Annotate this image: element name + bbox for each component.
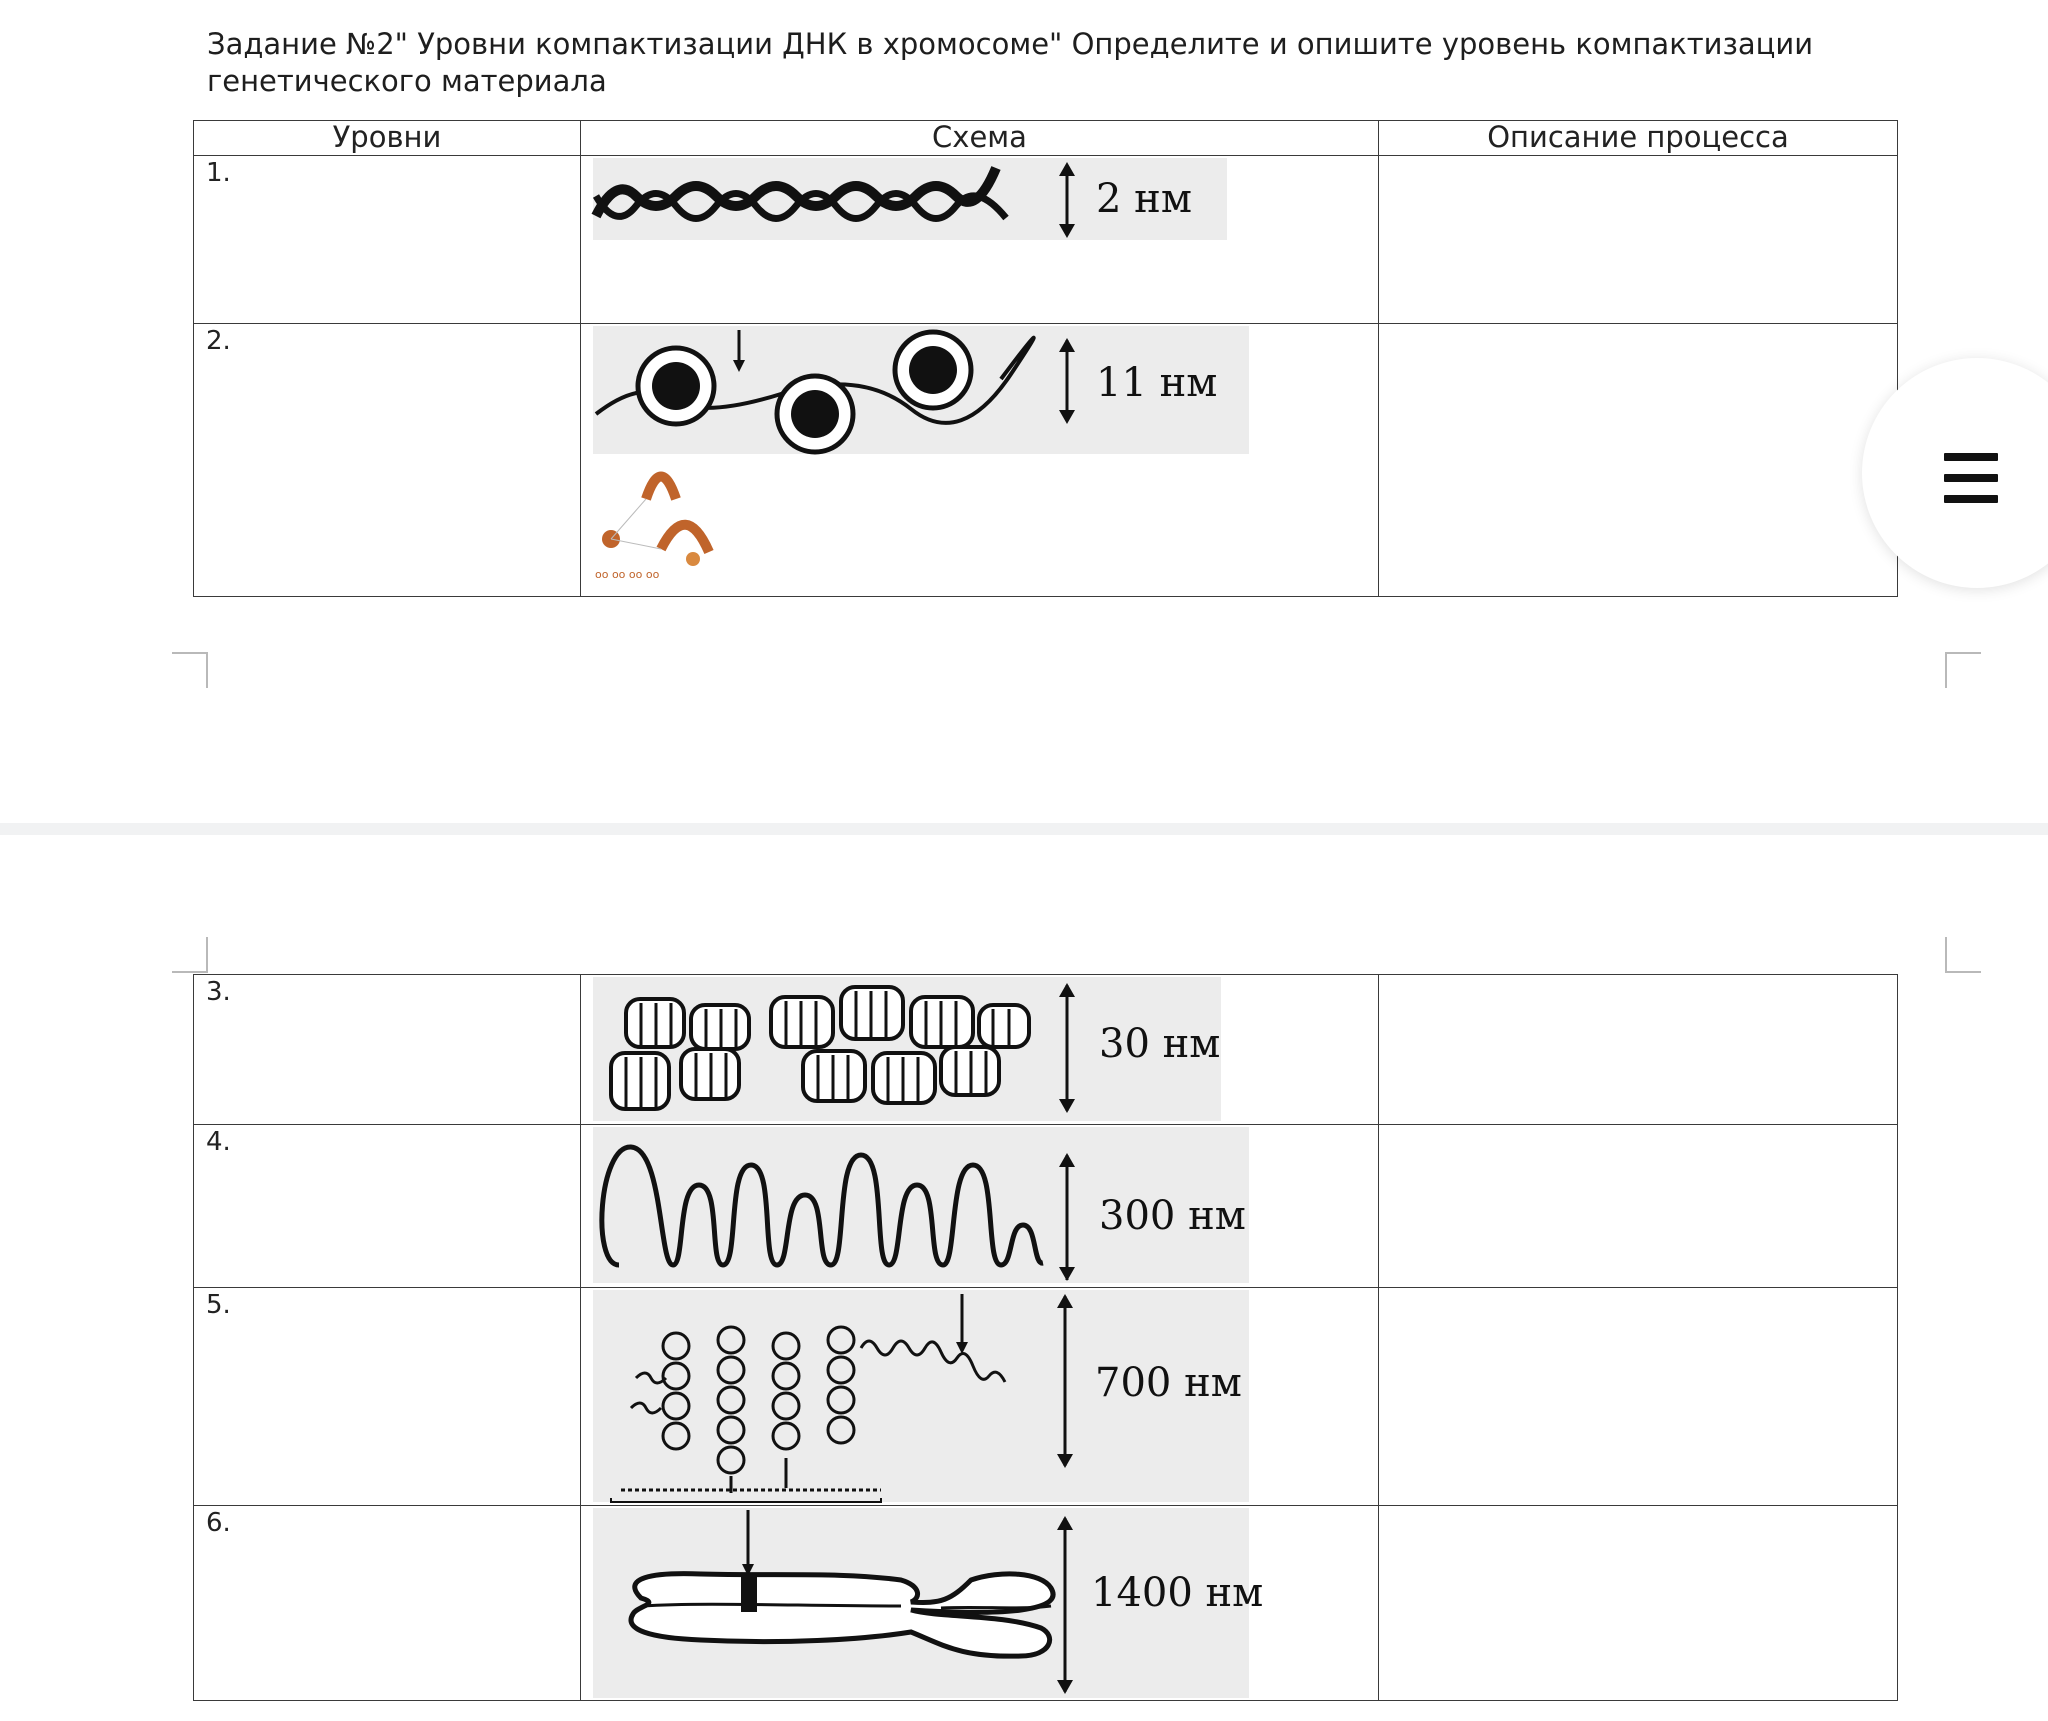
page-corner-mark <box>172 652 208 688</box>
size-label: 1400 нм <box>1091 1570 1264 1616</box>
scheme-cell <box>581 324 1379 597</box>
document-page-1 <box>0 0 2048 823</box>
histone-illustration <box>595 477 709 582</box>
level-number: 2. <box>206 326 231 356</box>
scheme-cell <box>581 975 1379 1125</box>
dna-double-helix-image <box>581 156 1379 324</box>
table-row <box>194 1125 1898 1288</box>
loop-domains-image <box>581 1125 1379 1288</box>
condensed-chromatid-image <box>581 1288 1379 1506</box>
description-cell[interactable] <box>1379 975 1898 1125</box>
header-levels: Уровни <box>194 121 581 156</box>
page-separator <box>0 823 2048 835</box>
description-cell[interactable] <box>1379 1125 1898 1288</box>
table-row <box>194 324 1898 597</box>
level-cell <box>194 324 581 597</box>
scheme-cell <box>581 1506 1379 1701</box>
header-scheme: Схема <box>581 121 1379 156</box>
size-label: 2 нм <box>1096 176 1192 222</box>
description-cell[interactable] <box>1379 324 1898 597</box>
levels-table-part-1 <box>193 120 1898 597</box>
table-row <box>194 1506 1898 1701</box>
page-corner-mark <box>1945 937 1981 973</box>
nucleosome-beads-image <box>581 324 1379 597</box>
level-number: 4. <box>206 1127 231 1157</box>
level-cell <box>194 156 581 324</box>
size-label: 700 нм <box>1095 1360 1242 1406</box>
scheme-cell <box>581 156 1379 324</box>
level-cell <box>194 1506 581 1701</box>
table-row <box>194 975 1898 1125</box>
scheme-cell <box>581 1288 1379 1506</box>
description-cell[interactable] <box>1379 1506 1898 1701</box>
table-row <box>194 1288 1898 1506</box>
level-number: 6. <box>206 1508 231 1538</box>
size-label: 30 нм <box>1099 1021 1221 1067</box>
level-number: 3. <box>206 977 231 1007</box>
description-cell[interactable] <box>1379 156 1898 324</box>
page-corner-mark <box>172 937 208 973</box>
page-corner-mark <box>1945 652 1981 688</box>
level-cell <box>194 975 581 1125</box>
hamburger-menu-icon <box>1944 453 1998 516</box>
size-label: 300 нм <box>1099 1193 1246 1239</box>
level-number: 1. <box>206 158 231 188</box>
size-label: 11 нм <box>1096 360 1218 406</box>
solenoid-fiber-image <box>581 975 1379 1125</box>
levels-table-part-2 <box>193 974 1898 1701</box>
header-description: Описание процесса <box>1379 121 1898 156</box>
level-cell <box>194 1288 581 1506</box>
task-title: Задание №2" Уровни компактизации ДНК в хромосоме" Определите и опишите уровень компактизации генетического материала <box>207 27 1814 98</box>
svg-text:oo oo oo oo: oo oo oo oo <box>595 568 660 581</box>
table-row <box>194 156 1898 324</box>
metaphase-chromosome-image <box>581 1506 1379 1701</box>
description-cell[interactable] <box>1379 1288 1898 1506</box>
scheme-cell <box>581 1125 1379 1288</box>
level-number: 5. <box>206 1290 231 1320</box>
level-cell <box>194 1125 581 1288</box>
document-page-2 <box>0 835 2048 1721</box>
